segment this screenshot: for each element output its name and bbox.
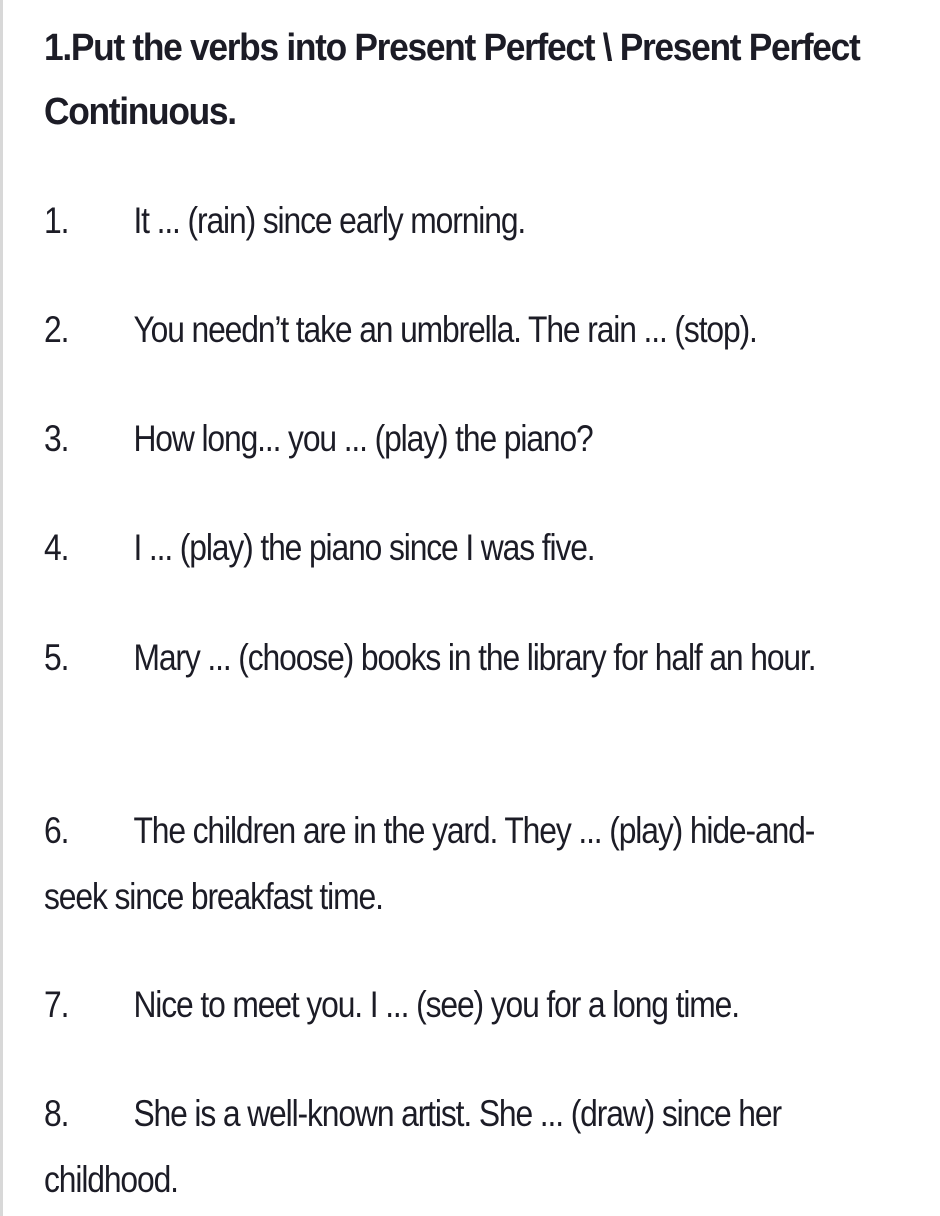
exercise-item-7 [44,972,818,1038]
item-number: 2. [44,309,69,350]
item-text: I ... (play) the piano since I was five. [133,527,595,568]
exercise-heading: 1.Put the verbs into Present Perfect \ Present Perfect Continuous. [44,27,860,133]
page-edge-divider [0,0,3,1216]
exercise-item-2 [44,297,818,363]
item-text: Mary ... (choose) books in the library for half an hour. [133,637,816,678]
item-text: It ... (rain) since early morning. [133,200,526,241]
item-number: 4. [44,527,69,568]
item-number: 7. [44,984,69,1025]
item-number: 8. [44,1093,69,1134]
exercise-item-5 [44,625,818,691]
item-text: How long... you ... (play) the piano? [133,418,593,459]
item-text: You needn’t take an umbrella. The rain ... (stop). [133,309,757,350]
exercise-item-3 [44,406,818,472]
item-number: 3. [44,418,69,459]
item-number: 5. [44,637,69,678]
exercise-item-4 [44,515,818,581]
item-number: 1. [44,200,69,241]
exercise-item-1 [44,188,818,254]
item-text: Nice to meet you. I ... (see) you for a long time. [133,984,739,1025]
item-number: 6. [44,810,69,851]
exercise-item-8 [44,1081,818,1213]
exercise-item-6 [44,798,818,930]
item-text: She is a well-known artist. She ... (draw) since her childhood. [44,1093,781,1200]
item-text: The children are in the yard. They ... (play) hide-and-seek since breakfast time. [44,810,815,917]
